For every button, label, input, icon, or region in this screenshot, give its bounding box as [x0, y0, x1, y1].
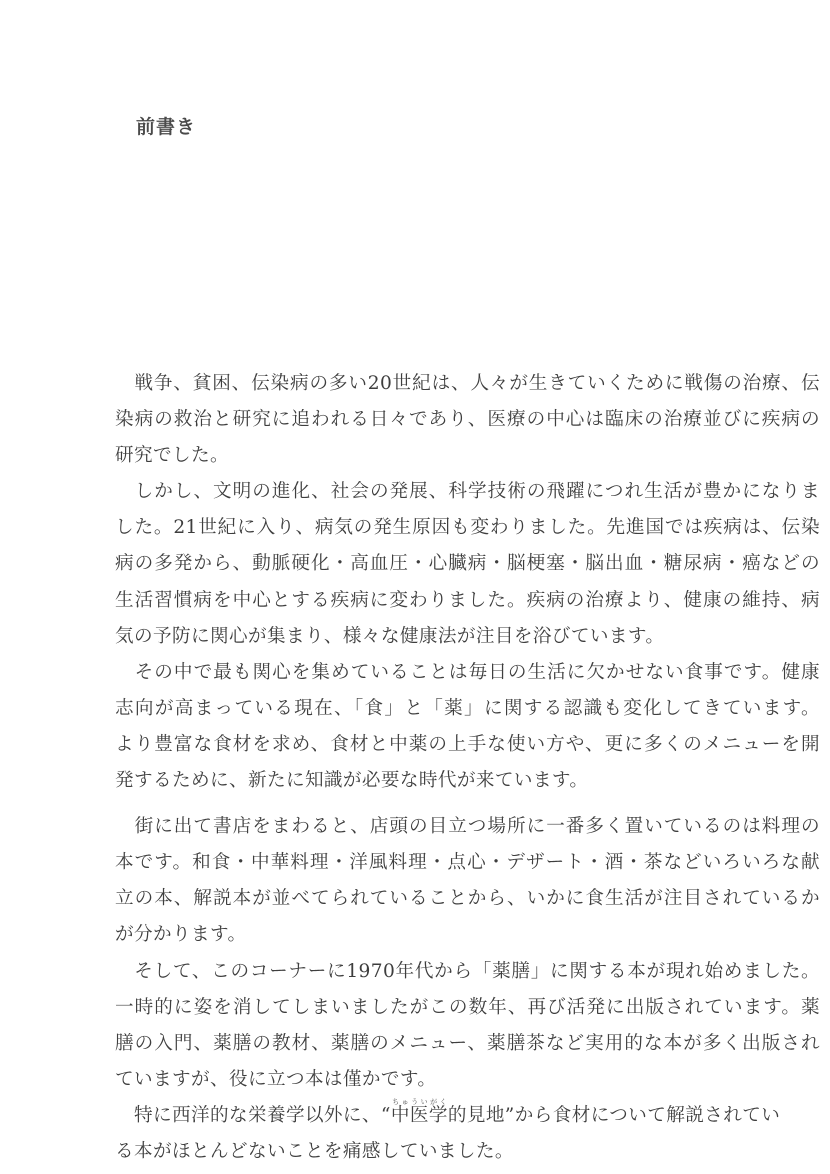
text-line: 研究でした。 [115, 445, 229, 467]
text-line: 志向が高まっている現在、「食」と「薬」に関する認識も変化してきています。 [115, 697, 820, 719]
text-line: しかし、文明の進化、社会の発展、科学技術の飛躍につれ生活が豊かになりま [115, 481, 820, 503]
text-line: その中で最も関心を集めていることは毎日の生活に欠かせない食事です。健康 [115, 661, 820, 683]
text-line: そして、このコーナーに1970年代から「薬膳」に関する本が現れ始めました。 [115, 960, 820, 982]
paragraph-2 [115, 474, 820, 654]
text-line: 戦争、貧困、伝染病の多い20世紀は、人々が生きていくために戦傷の治療、伝 [115, 373, 820, 394]
text-line: が分かります。 [115, 924, 247, 946]
text-line: 発するために、新たに知識が必要な時代が来ています。 [115, 770, 589, 792]
ruby-base: 中医 [390, 1104, 429, 1126]
paragraph-3 [115, 655, 820, 799]
text-line: 病の多発から、動脈硬化・高血圧・心臓病・脳梗塞・脳出血・糖尿病・癌などの [115, 553, 820, 575]
text-line: 気の予防に関心が集まり、様々な健康法が注目を浴びています。 [115, 625, 665, 647]
text-segment: 特に西洋的な栄養学以外に、“ [115, 1104, 391, 1126]
text-line: 立の本、解説本が並べてられていることから、いかに食生活が注目されているか [115, 888, 820, 910]
page-title: 前書き [136, 116, 197, 138]
section-gap [115, 799, 820, 809]
body-text [115, 366, 820, 1170]
text-line: 本です。和食・中華料理・洋風料理・点心・デザート・酒・茶などいろいろな献 [115, 852, 820, 874]
text-line: より豊富な食材を求め、食材と中薬の上手な使い方や、更に多くのメニューを開 [115, 733, 820, 755]
paragraph-6 [115, 1098, 820, 1170]
ruby-term [390, 1097, 429, 1126]
ruby-reading: ちゅうい [390, 1097, 429, 1106]
text-line: 膳の入門、薬膳の教材、薬膳のメニュー、薬膳茶など実用的な本が多く出版され [115, 1032, 820, 1054]
ruby-term [428, 1097, 448, 1126]
text-line: した。21世紀に入り、病気の発生原因も変わりました。先進国では疾病は、伝染 [115, 517, 820, 539]
paragraph-4 [115, 809, 820, 953]
paragraph-1 [115, 366, 820, 474]
text-line: る本がほとんどないことを痛感していました。 [115, 1140, 514, 1162]
text-line: 一時的に姿を消してしまいましたがこの数年、再び活発に出版されています。薬 [115, 996, 820, 1018]
text-segment: 的見地”から食材について解説されてい [447, 1104, 781, 1126]
text-line-with-ruby [115, 1098, 820, 1134]
paragraph-5 [115, 954, 820, 1098]
ruby-base: 学 [428, 1104, 448, 1126]
text-line: ていますが、役に立つ本は僅かです。 [115, 1068, 437, 1090]
text-line: 街に出て書店をまわると、店頭の目立つ場所に一番多く置いているのは料理の [115, 816, 820, 838]
text-line: 染病の救治と研究に追われる日々であり、医療の中心は臨床の治療並びに疾病の [115, 409, 820, 431]
text-line: 生活習慣病を中心とする疾病に変わりました。疾病の治療より、健康の維持、病 [115, 589, 820, 611]
ruby-reading: がく [428, 1097, 448, 1106]
